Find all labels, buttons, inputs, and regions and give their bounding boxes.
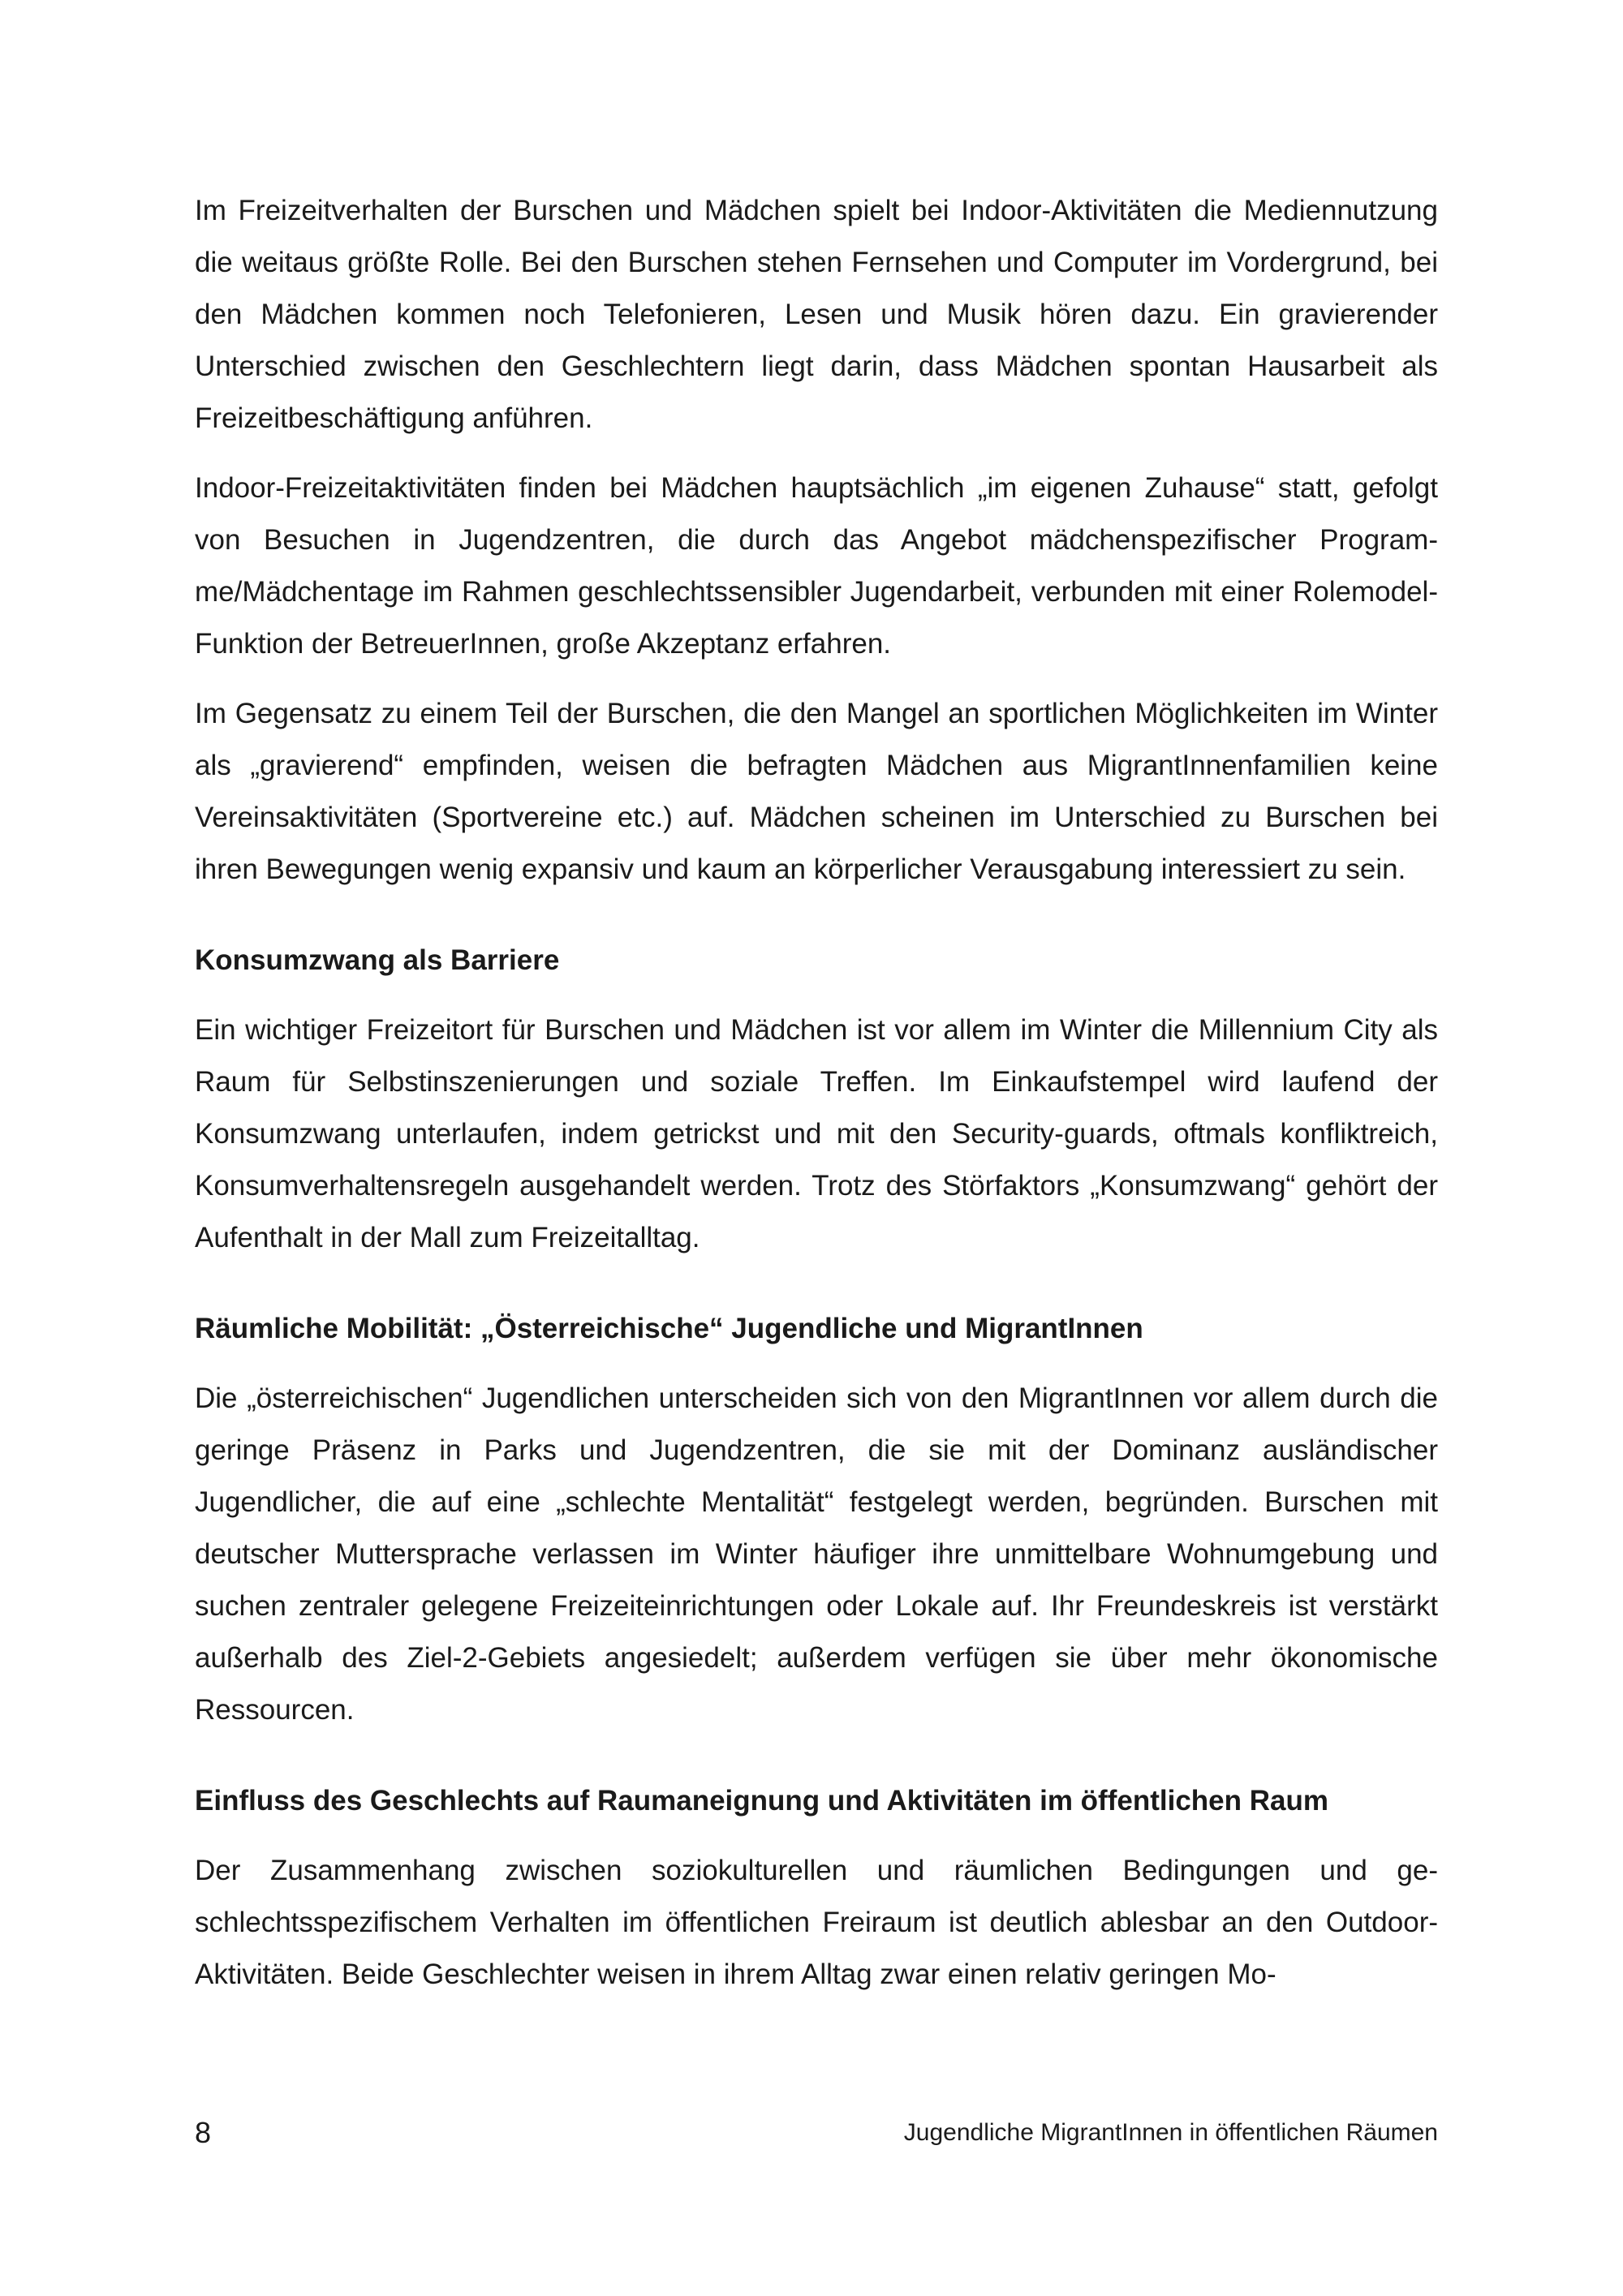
running-title: Jugendliche MigrantInnen in öffentlichen Räumen	[903, 2119, 1438, 2146]
section-consumption-barrier	[195, 935, 1438, 1264]
page-footer	[195, 2116, 1438, 2156]
section-gender-influence	[195, 1775, 1438, 2001]
page-body	[195, 185, 1438, 2019]
page-number: 8	[195, 2116, 212, 2149]
section-heading: Konsumzwang als Barriere	[195, 944, 560, 976]
paragraph-sports-contrast: Im Gegensatz zu einem Teil der Burschen, die den Mangel an sportlichen Möglichkeiten im Winter als „gravierend“ empfinden, weisen die befragten Mädchen aus MigrantInnenfamilien keine Vereinsaktivitäten (Sportvereine etc.) auf. Mädchen scheinen im Unterschied zu Burschen bei ihren Bewegungen wenig expansiv und kaum an körperlicher Verausgabung interessiert zu sein.	[195, 698, 1438, 885]
section-paragraph: Ein wichtiger Freizeitort für Burschen und Mädchen ist vor allem im Winter die Millennium City als Raum für Selbstinszenierungen und soziale Treffen. Im Einkaufstempel wird laufend der Konsumzwang unterlaufen, indem getrickst und mit den Security-guards, oftmals konfliktreich, Konsumverhaltensregeln ausgehandelt werden. Trotz des Störfaktors „Konsumzwang“ gehört der Aufenthalt in der Mall zum Freizeitalltag.	[195, 1014, 1438, 1253]
section-heading: Räumliche Mobilität: „Österreichische“ Jugendliche und MigrantInnen	[195, 1313, 1143, 1344]
section-paragraph: Die „österreichischen“ Jugendlichen unterscheiden sich von den MigrantInnen vor allem durch die geringe Präsenz in Parks und Jugendzentren, die sie mit der Dominanz ausländischer Jugendlicher, die auf eine „schlechte Mentalität“ festgelegt werden, begründen. Burschen mit deutscher Muttersprache verlassen im Winter häufiger ihre unmittelbare Wohnumgebung und suchen zentraler gelegene Freizeiteinrichtungen oder Lokale auf. Ihr Freundeskreis ist verstärkt außerhalb des Ziel-2-Gebiets angesiedelt; außerdem verfügen sie über mehr ökonomische Ressourcen.	[195, 1382, 1438, 1726]
paragraph-indoor-activities: Indoor-Freizeitaktivitäten finden bei Mädchen hauptsächlich „im eigenen Zuhause“ statt, gefolgt von Besuchen in Jugendzentren, die durch das Angebot mädchenspezifischer Programme/Mädchentage im Rahmen geschlechtssensibler Jugendarbeit, verbunden mit einer Rolemodel-Funktion der BetreuerInnen, große Akzeptanz erfahren.	[195, 472, 1438, 660]
paragraph-media-usage: Im Freizeitverhalten der Burschen und Mädchen spielt bei Indoor-Aktivitäten die Mediennutzung die weitaus größte Rolle. Bei den Burschen stehen Fernsehen und Computer im Vordergrund, bei den Mädchen kommen noch Telefonieren, Lesen und Musik hören dazu. Ein gravierender Unterschied zwischen den Geschlechtern liegt darin, dass Mädchen spontan Hausarbeit als Freizeitbeschäftigung anführen.	[195, 195, 1438, 434]
section-paragraph: Der Zusammenhang zwischen soziokulturellen und räumlichen Bedingungen und geschlechtsspezifischem Verhalten im öffentlichen Freiraum ist deutlich ablesbar an den Outdoor-Aktivitäten. Beide Geschlechter weisen in ihrem Alltag zwar einen relativ geringen Mo-	[195, 1855, 1438, 1990]
section-heading: Einfluss des Geschlechts auf Raumaneignung und Aktivitäten im öffentlichen Raum	[195, 1785, 1328, 1817]
section-spatial-mobility	[195, 1303, 1438, 1736]
